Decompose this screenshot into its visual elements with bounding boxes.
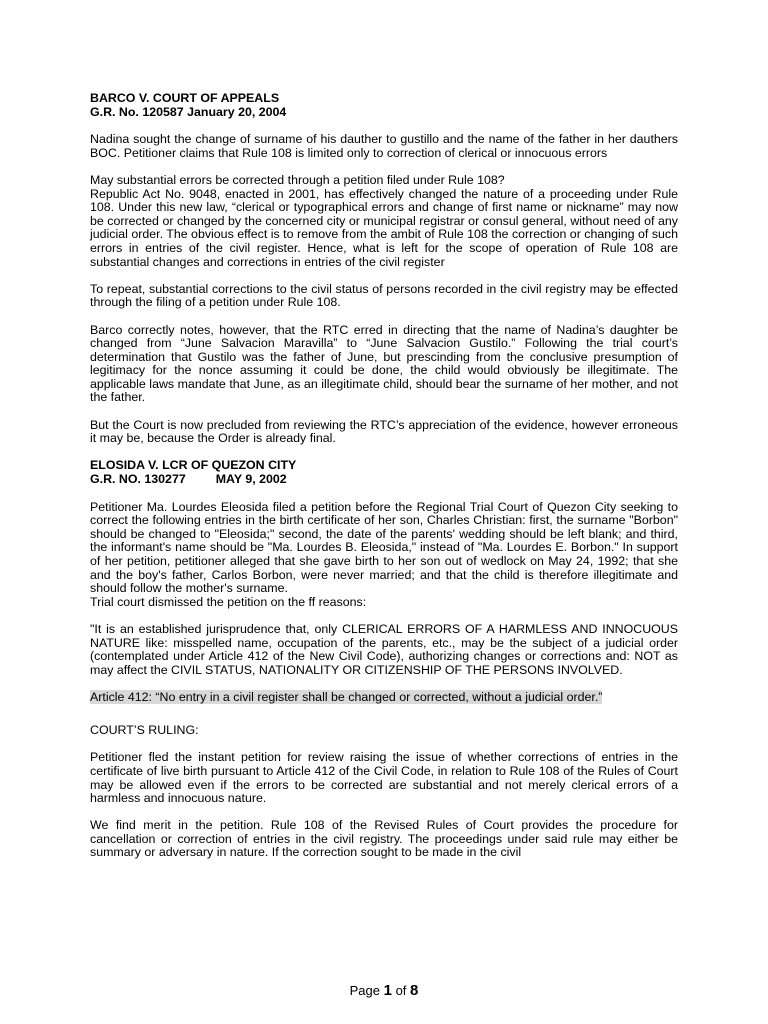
case2-title: ELOSIDA V. LCR OF QUEZON CITY xyxy=(90,458,297,473)
case1-paragraph: But the Court is now precluded from reviewing the RTC’s appreciation of the evidence, however erroneous it may be, because the Order is already final. xyxy=(90,417,678,446)
case1-paragraph: To repeat, substantial corrections to the civil status of persons recorded in the civil registry may be effected through the filing of a petition under Rule 108. xyxy=(90,281,678,310)
article-412-quote xyxy=(90,691,678,705)
case2-gr-number: G.R. NO. 130277 xyxy=(90,472,186,487)
courts-ruling-heading: COURT’S RULING: xyxy=(90,723,199,738)
case2-paragraph: We find merit in the petition. Rule 108 of the Revised Rules of Court provides the procedure for cancellation or correction of entries in the civil registry. The proceedings under said rule may either be summary or adversary in nature. If the correction sought to be made in the civil xyxy=(90,818,678,860)
page-label: Page xyxy=(349,983,380,998)
case1-paragraph: Barco correctly notes, however, that the RTC erred in directing that the name of Nadina’s daughter be changed from “June Salvacion Maravilla” to “June Salvacion Gustilo.” Following the trial court’s determination that Gustilo was the father of June, but prescinding from the conclusive presumption of legitimacy for the nonce assuming it could be done, the child would obviously be illegitimate. The applicable laws mandate that June, as an illegitimate child, should bear the surname of her mother, and not the father. xyxy=(90,322,678,405)
case2-paragraph: Petitioner Ma. Lourdes Eleosida filed a petition before the Regional Trial Court of Quezon City seeking to correct the following entries in the birth certificate of her son, Charles Christian: first, the surname "Borbon" should be changed to "Eleosida;" second, the date of the parents' wedding should be left blank; and third, the informant's name should be "Ma. Lourdes B. Eleosida," instead of "Ma. Lourdes E. Borbon." In support of her petition, petitioner alleged that she gave birth to her son out of wedlock on May 24, 1992; that she and the boy's father, Carlos Borbon, were never married; and that the child is therefore illegitimate and should follow the mother's surname. xyxy=(90,499,678,596)
case2-gr-line xyxy=(90,473,678,487)
page-footer xyxy=(0,982,768,999)
page-current: 1 xyxy=(383,982,392,999)
case2-quote: "It is an established jurisprudence that, only CLERICAL ERRORS OF A HARMLESS AND INNOCUOUS NATURE like: misspelled name, occupation of the parents, etc., may be the subject of a judicial order (contemplated under Article 412 of the New Civil Code), authorizing changes or corrections and: NOT as may affect the CIVIL STATUS, NATIONALITY OR CITIZENSHIP OF THE PERSONS INVOLVED. xyxy=(90,621,678,677)
case1-title: BARCO V. COURT OF APPEALS xyxy=(90,91,280,105)
page-total: 8 xyxy=(410,982,419,999)
case1-paragraph: Republic Act No. 9048, enacted in 2001, has effectively changed the nature of a proceeding under Rule 108. Under this new law, “clerical or typographical errors and change of first name or nickname” may now be corrected or changed by the concerned city or municipal registrar or consul general, without need of any judicial order. The obvious effect is to remove from the ambit of Rule 108 the correction or changing of such errors in entries of the civil register. Hence, what is left for the scope of operation of Rule 108 are substantial changes and corrections in entries of the civil register xyxy=(90,186,678,269)
case2-paragraph: Trial court dismissed the petition on the ff reasons: xyxy=(90,594,367,609)
case1-paragraph: May substantial errors be corrected through a petition filed under Rule 108? xyxy=(90,172,505,187)
document-page xyxy=(90,92,678,874)
page-of: of xyxy=(395,983,407,998)
case1-gr-number: G.R. No. 120587 January 20, 2004 xyxy=(90,104,287,119)
case2-gr-date: MAY 9, 2002 xyxy=(215,472,287,487)
case1-paragraph: Nadina sought the change of surname of his dauther to gustillo and the name of the father in her dauthers BOC. Petitioner claims that Rule 108 is limited only to correction of clerical or innocuous errors xyxy=(90,132,678,160)
case2-paragraph: Petitioner fled the instant petition for review raising the issue of whether corrections of entries in the certificate of live birth pursuant to Article 412 of the Civil Code, in relation to Rule 108 of the Rules of Court may be allowed even if the errors to be corrected are substantial and not merely clerical errors of a harmless and innocuous nature. xyxy=(90,750,678,806)
article-412-highlight: Article 412: “No entry in a civil register shall be changed or corrected, without a judicial order.” xyxy=(90,689,603,704)
